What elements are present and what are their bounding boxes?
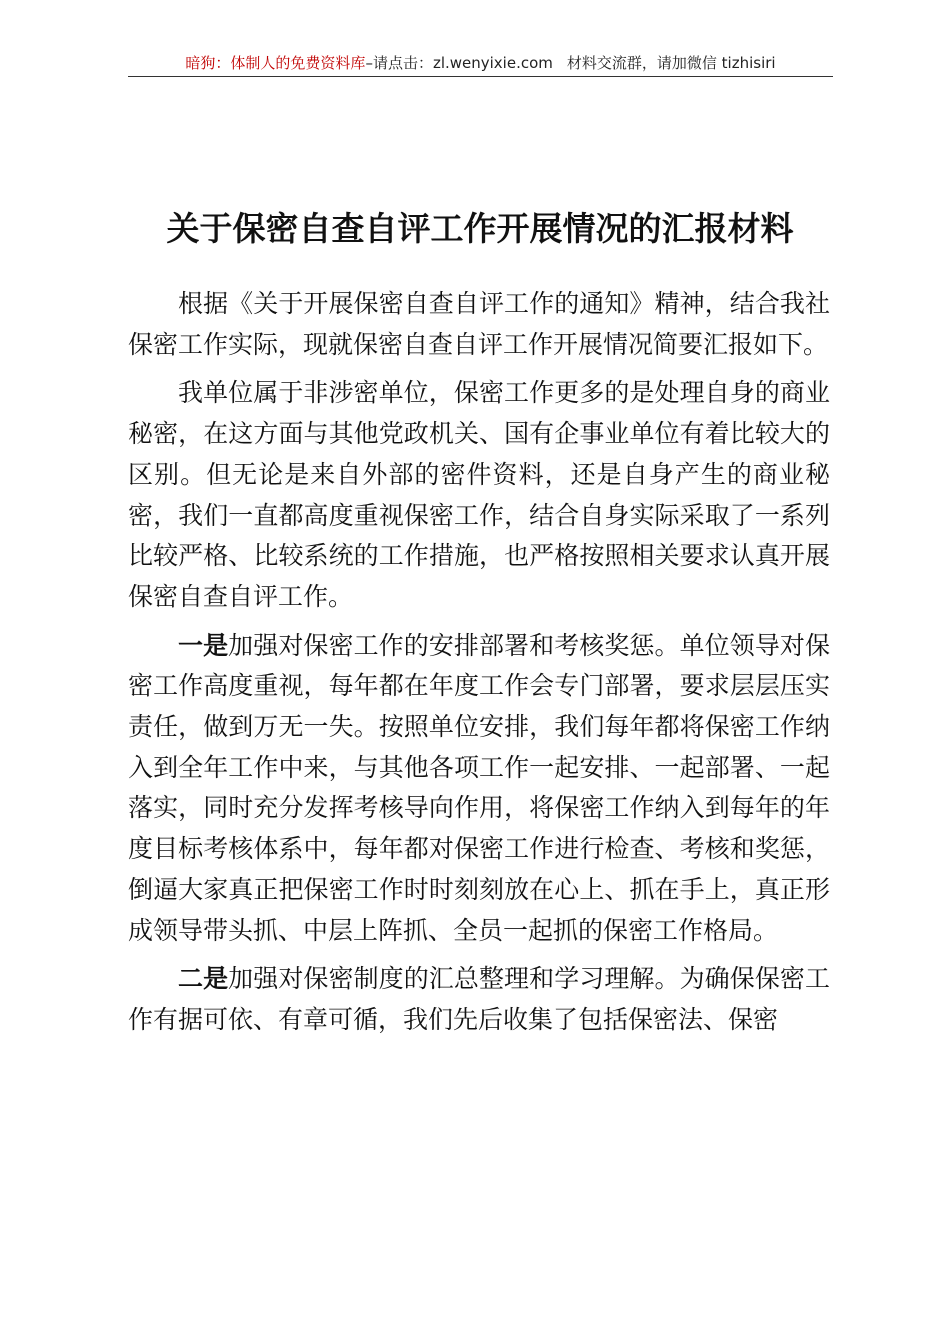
header-url-link[interactable]: zl.wenyixie.com bbox=[432, 54, 553, 72]
paragraph bbox=[128, 626, 830, 952]
page-header bbox=[128, 52, 833, 77]
header-contact-text: 材料交流群，请加微信 tizhisiri bbox=[566, 54, 776, 72]
document-title: 关于保密自查自评工作开展情况的汇报材料 bbox=[166, 209, 794, 248]
paragraph-text: 根据《关于开展保密自查自评工作的通知》精神，结合我社保密工作实际，现就保密自查自评工作开展情况简要汇报如下。 bbox=[128, 289, 830, 359]
document-body bbox=[128, 284, 830, 1049]
header-click-prompt: –请点击： bbox=[365, 54, 433, 72]
paragraph-text: 加强对保密工作的安排部署和考核奖惩。单位领导对保密工作高度重视，每年都在年度工作会专门部署，要求层层压实责任，做到万无一失。按照单位安排，我们每年都将保密工作纳入到全年工作中来，与其他各项工作一起安排、一起部署、一起落实，同时充分发挥考核导向作用，将保密工作纳入到每年的年度目标考核体系中，每年都对保密工作进行检查、考核和奖惩，倒逼大家真正把保密工作时时刻刻放在心上、抓在手上，真正形成领导带头抓、中层上阵抓、全员一起抓的保密工作格局。 bbox=[128, 630, 830, 945]
paragraph bbox=[128, 373, 830, 617]
paragraph-lead: 二是 bbox=[178, 964, 229, 994]
paragraph-text: 我单位属于非涉密单位，保密工作更多的是处理自身的商业秘密，在这方面与其他党政机关、国有企事业单位有着比较大的区别。但无论是来自外部的密件资料，还是自身产生的商业秘密，我们一直都高度重视保密工作，结合自身实际采取了一系列比较严格、比较系统的工作措施，也严格按照相关要求认真开展保密自查自评工作。 bbox=[128, 378, 830, 611]
paragraph bbox=[128, 959, 830, 1040]
paragraph-text: 加强对保密制度的汇总整理和学习理解。为确保保密工作有据可依、有章可循，我们先后收集了包括保密法、保密 bbox=[128, 964, 830, 1034]
header-site-name: 暗狗：体制人的免费资料库 bbox=[185, 54, 366, 72]
paragraph bbox=[128, 284, 830, 365]
paragraph-lead: 一是 bbox=[178, 630, 229, 660]
